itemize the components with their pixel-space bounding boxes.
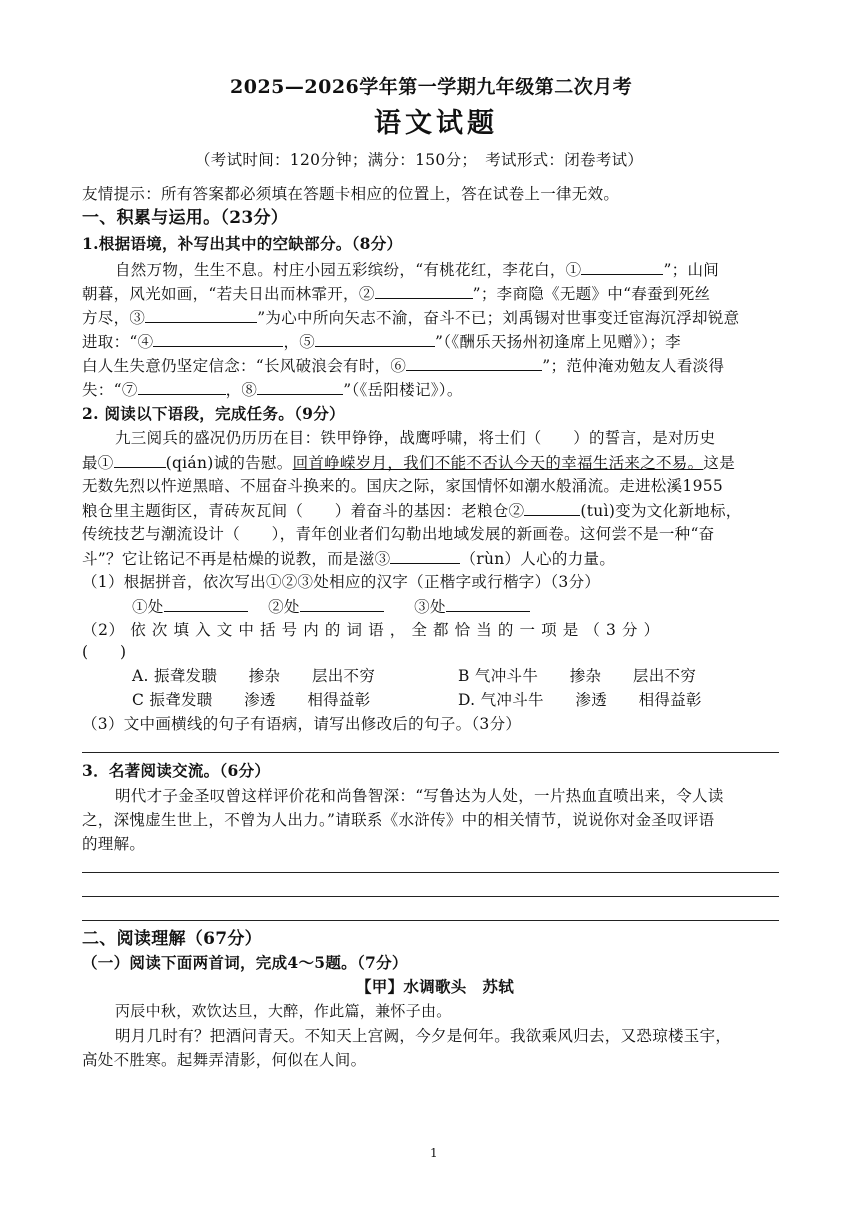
- page-number: 1: [430, 1146, 438, 1160]
- q2-para-2: [82, 453, 735, 472]
- answer-1-label: ①处: [132, 598, 164, 616]
- q1-l4c: ”（《酬乐天扬州初逢席上见赠》）；李: [435, 333, 681, 351]
- blank-3[interactable]: [145, 308, 257, 323]
- q1-line-4: [82, 332, 681, 351]
- q2-p4b: (tuì)变为文化新地标，: [580, 502, 742, 520]
- q2-blank-2[interactable]: [524, 501, 580, 516]
- q2-p6b: （rùn）人心的力量。: [460, 550, 616, 568]
- q2-p2d: 这是: [703, 454, 736, 472]
- q1-line-1: [115, 260, 719, 279]
- q3-title: 3．名著阅读交流。（6分）: [82, 761, 271, 780]
- q1-l2a: 朝暮，风光如画，“若夫日出而林霏开，②: [82, 285, 375, 303]
- q2-p4a: 粮仓里主题街区，青砖灰瓦间（ ）着奋斗的基因：老粮仓②: [82, 502, 525, 520]
- q2-para-4: [82, 501, 742, 520]
- q2-p6a: 斗”？它让铭记不再是枯燥的说教，而是滋③: [82, 550, 391, 568]
- q2-sub3: （3）文中画横线的句子有语病，请写出修改后的句子。（3分）: [82, 715, 522, 733]
- q2-para-3: 无数先烈以忤逆黑暗、不屈奋斗换来的。国庆之际，家国情怀如潮水般涌流。走进松溪1955: [82, 477, 724, 495]
- blank-8[interactable]: [257, 380, 343, 395]
- part2-subheading: （一）阅读下面两首词，完成4～5题。（7分）: [82, 953, 408, 972]
- q1-l6c: ”（《岳阳楼记》）。: [343, 381, 463, 399]
- q1-l4a: 进取：“④: [82, 333, 154, 351]
- q2-para-1: 九三阅兵的盛况仍历历在目：铁甲铮铮，战鹰呼啸，将士们（ ）的誓言，是对历史: [115, 429, 716, 447]
- part1-heading: 一、积累与运用。（23分）: [82, 208, 289, 228]
- q2-sub2: （2） 依 次 填 入 文 中 括 号 内 的 词 语 ， 全 都 恰 当 的 一 项 是 （ 3 分 ）: [82, 621, 660, 639]
- q1-line-5: [82, 356, 724, 375]
- q2-underlined-sentence: 回首峥嵘岁月，我们不能不否认今天的幸福生活来之不易。: [292, 454, 704, 472]
- poem-line-2: 高处不胜寒。起舞弄清影，何似在人间。: [82, 1051, 367, 1069]
- blank-7[interactable]: [138, 380, 226, 395]
- q1-line-2: [82, 284, 710, 303]
- q2-sub1-answers: [132, 597, 530, 616]
- q1-l5b: ”；范仲淹劝勉友人看淡得: [542, 357, 725, 375]
- q2-sub2-paren: ( ): [82, 643, 127, 661]
- q3-para-1: 明代才子金圣叹曾这样评价花和尚鲁智深：“写鲁达为人处，一片热血直喷出来，令人读: [115, 787, 724, 805]
- q1-line-3: [82, 308, 739, 327]
- q2-para-6: [82, 549, 615, 568]
- q1-l6a: 失：“⑦: [82, 381, 138, 399]
- answer-line-q3-1[interactable]: [82, 872, 779, 873]
- q1-l3b: ”为心中所向矢志不渝，奋斗不已；刘禹锡对世事变迁宦海沉浮却锐意: [257, 309, 740, 327]
- q2-title: 2. 阅读以下语段，完成任务。（9分）: [82, 404, 345, 423]
- blank-2[interactable]: [375, 284, 473, 299]
- poem-title: 【甲】水调歌头 苏轼: [356, 977, 515, 996]
- q1-line-6: [82, 380, 463, 399]
- q2-para-5: 传统技艺与潮流设计（ ），青年创业者们勾勒出地域发展的新画卷。这何尝不是一种“奋: [82, 525, 715, 543]
- option-d[interactable]: D. 气冲斗牛 渗透 相得益彰: [458, 691, 702, 709]
- blank-4[interactable]: [153, 332, 283, 347]
- q1-l1a: 自然万物，生生不息。村庄小园五彩缤纷，“有桃花红，李花白，①: [115, 261, 582, 279]
- q1-l2b: ”；李商隐《无题》中“春蚕到死丝: [472, 285, 711, 303]
- answer-3-field[interactable]: [446, 597, 530, 612]
- q1-l6b: ，⑧: [225, 381, 258, 399]
- exam-title: 2025—2026学年第一学期九年级第二次月考: [230, 76, 633, 98]
- q1-l4b: ，⑤: [283, 333, 316, 351]
- notice-text: 友情提示：所有答案都必须填在答题卡相应的位置上，答在试卷上一律无效。: [82, 185, 620, 203]
- poem-line-1: 明月几时有？把酒问青天。不知天上宫阙，今夕是何年。我欲乘风归去，又恐琼楼玉宇，: [115, 1027, 732, 1045]
- q2-p2b: (qián)诚的告慰。: [165, 454, 293, 472]
- option-c[interactable]: C 振聋发聩 渗透 相得益彰: [132, 691, 371, 709]
- q2-p2a: 最①: [82, 454, 114, 472]
- q1-l1b: ”；山间: [663, 261, 720, 279]
- q3-para-3: 的理解。: [82, 835, 146, 853]
- blank-6[interactable]: [406, 356, 542, 371]
- exam-subject-title: 语文试题: [374, 108, 498, 139]
- answer-2-field[interactable]: [300, 597, 384, 612]
- answer-line-q3-2[interactable]: [82, 896, 779, 897]
- blank-5[interactable]: [315, 332, 435, 347]
- answer-1-field[interactable]: [164, 597, 248, 612]
- blank-1[interactable]: [581, 260, 663, 275]
- q2-blank-3[interactable]: [390, 549, 460, 564]
- exam-info: （考试时间：120分钟；满分：150分； 考试形式：闭卷考试）: [195, 151, 644, 169]
- answer-3-label: ③处: [414, 598, 446, 616]
- poem-preface: 丙辰中秋，欢饮达旦，大醉，作此篇，兼怀子由。: [115, 1002, 452, 1020]
- part2-heading: 二、阅读理解（67分）: [82, 929, 262, 949]
- answer-line-q3-3[interactable]: [82, 920, 779, 921]
- q1-l3a: 方尽，③: [82, 309, 146, 327]
- q2-sub1: （1）根据拼音，依次写出①②③处相应的汉字（正楷字或行楷字）（3分）: [82, 573, 601, 591]
- option-a[interactable]: A. 振聋发聩 掺杂 层出不穷: [132, 667, 376, 685]
- answer-2-label: ②处: [268, 598, 300, 616]
- q1-title: 1.根据语境，补写出其中的空缺部分。（8分）: [82, 234, 403, 253]
- q2-blank-1[interactable]: [114, 453, 166, 468]
- option-b[interactable]: B 气冲斗牛 掺杂 层出不穷: [458, 667, 697, 685]
- answer-line-q2-3[interactable]: [82, 752, 779, 753]
- q3-para-2: 之，深愧虚生世上，不曾为人出力。”请联系《水浒传》中的相关情节，说说你对金圣叹评语: [82, 811, 715, 829]
- q1-l5a: 白人生失意仍坚定信念：“长风破浪会有时，⑥: [82, 357, 407, 375]
